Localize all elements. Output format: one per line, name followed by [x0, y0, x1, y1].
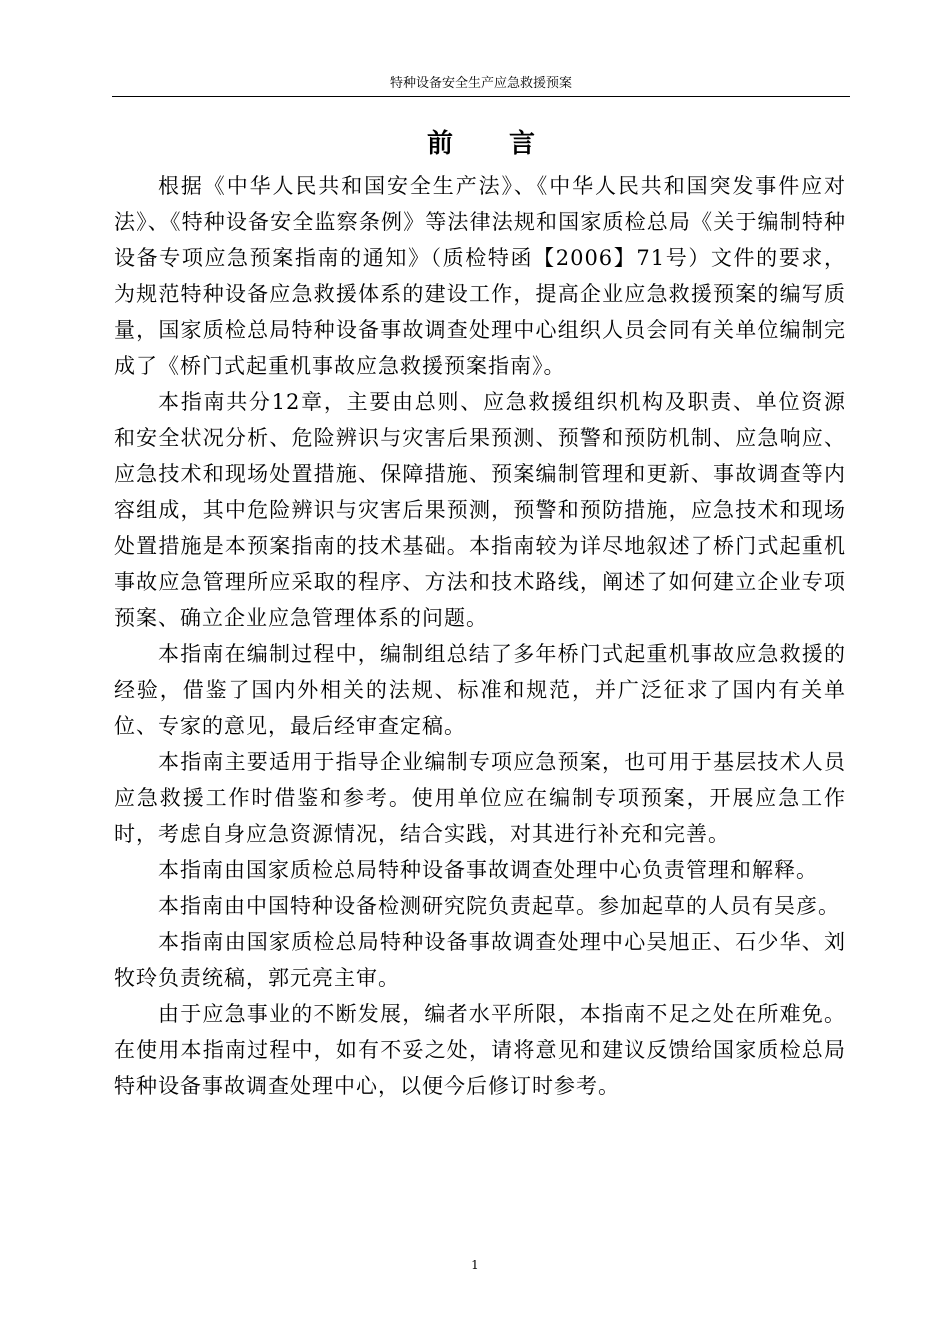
page-title: 前言 [426, 129, 591, 159]
paragraph: 本指南主要适用于指导企业编制专项应急预案，也可用于基层技术人员应急救援工作时借鉴和参考。使用单位应在编制专项预案，开展应急工作时，考虑自身应急资源情况，结合实践，对其进行补充和完善。 [114, 750, 846, 846]
paragraph: 本指南由国家质检总局特种设备事故调查处理中心负责管理和解释。 [158, 858, 818, 882]
paragraph: 本指南共分12章，主要由总则、应急救援组织机构及职责、单位资源和安全状况分析、危险辨识与灾害后果预测、预警和预防机制、应急响应、应急技术和现场处置措施、保障措施、预案编制管理和更新、事故调查等内容组成，其中危险辨识与灾害后果预测，预警和预防措施，应急技术和现场处置措施是本预案指南的技术基础。本指南较为详尽地叙述了桥门式起重机事故应急管理所应采取的程序、方法和技术路线，阐述了如何建立企业专项预案、确立企业应急管理体系的问题。 [114, 390, 846, 630]
paragraph: 由于应急事业的不断发展，编者水平所限，本指南不足之处在所难免。在使用本指南过程中，如有不妥之处，请将意见和建议反馈给国家质检总局特种设备事故调查处理中心，以便今后修订时参考。 [114, 1002, 846, 1098]
preface-body [114, 168, 846, 1104]
paragraph: 根据《中华人民共和国安全生产法》、《中华人民共和国突发事件应对法》、《特种设备安全监察条例》等法律法规和国家质检总局《关于编制特种设备专项应急预案指南的通知》（质检特函【2006】71号）文件的要求，为规范特种设备应急救援体系的建设工作，提高企业应急救援预案的编写质量，国家质检总局特种设备事故调查处理中心组织人员会同有关单位编制完成了《桥门式起重机事故应急救援预案指南》。 [114, 174, 846, 378]
paragraph: 本指南由国家质检总局特种设备事故调查处理中心吴旭正、石少华、刘牧玲负责统稿，郭元亮主审。 [114, 930, 846, 990]
page-number: 1 [471, 1258, 479, 1272]
running-header: 特种设备安全生产应急救援预案 [112, 74, 850, 97]
paragraph: 本指南由中国特种设备检测研究院负责起草。参加起草的人员有吴彦。 [158, 894, 840, 918]
paragraph: 本指南在编制过程中，编制组总结了多年桥门式起重机事故应急救援的经验，借鉴了国内外相关的法规、标准和规范，并广泛征求了国内有关单位、专家的意见，最后经审查定稿。 [114, 642, 846, 738]
